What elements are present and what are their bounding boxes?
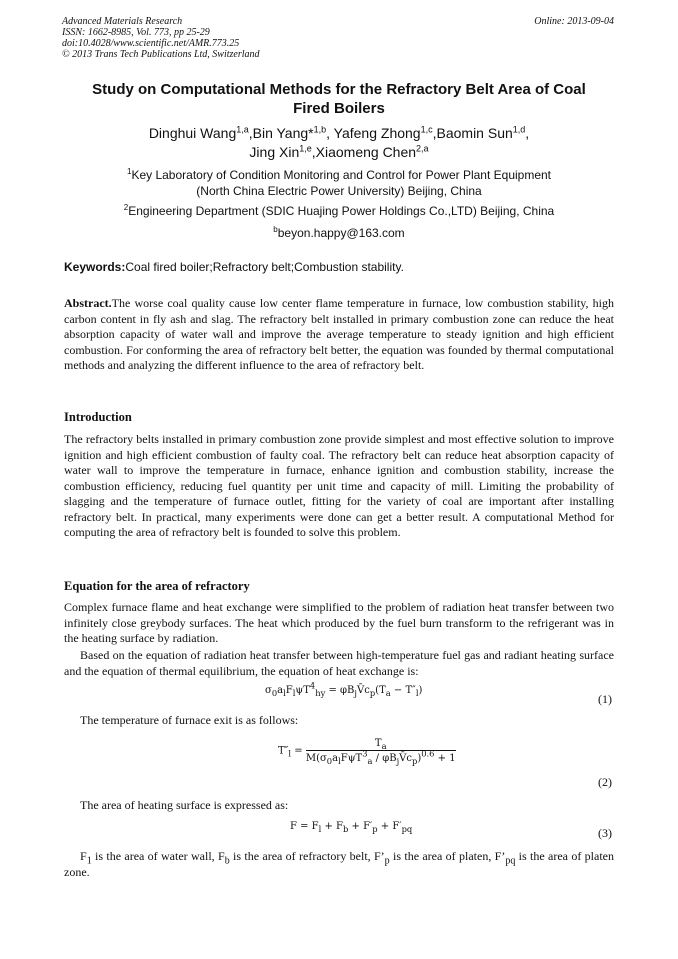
introduction-paragraph: The refractory belts installed in primary combustion zone provide simplest and most effective solution to improve ignition and high efficient combustion of faulty coal. The refractory belt can reduce heat absorption capacity of water wall to improve the temperature in furnace, enhance ignition and combustion stability, increase the combustion efficiency, reducing fuel quantity per unit time and capacity of mill. Limiting the probability of slagging and the temperature of furnace outlet, fitting for the variety of coal are important after installing refractory belt. In practical, many experiments were done can get a better result. A computational Method for computing the area of refractory belt is founded to solve this problem. [64, 432, 614, 539]
author: ,Bin Yang* [248, 125, 314, 141]
author: , Yafeng Zhong [326, 125, 421, 141]
journal-header [62, 16, 260, 60]
author: ,Baomin Sun [432, 125, 513, 141]
doi: doi:10.4028/www.scientific.net/AMR.773.25 [62, 38, 240, 49]
journal-name: Advanced Materials Research [62, 16, 183, 27]
email: $^b$beyon.happy@163.com [273, 225, 405, 240]
author: Jing Xin [249, 144, 300, 160]
keywords-label: Keywords: [64, 260, 126, 274]
author: Dinghui Wang [148, 125, 237, 141]
equation-2: $T''_l$ = $\frac{T_a}{M(\sigma_0a_lF\psi T^3_a / \varphi B_jV̄c_p)^{0.6} + 1}$ [278, 738, 456, 766]
equation-number: (2) [598, 775, 612, 789]
equation-number: (3) [598, 826, 612, 840]
paper-title: Study on Computational Methods for the Refractory Belt Area of Coal Fired Boilers [92, 81, 586, 117]
abstract: Abstract.The worse coal quality cause low center flame temperature in furnace, low combustion stability, high carbon content in fly ash and slag. The refractory belt installed in primary combustion zone can reduce the heat absorption capacity of water wall and improve the average temperature to steady ignition and high efficient combustion. For conforming the area of refractory belt better, the equation was founded by thermal computational methods and analyzing the different influence to the area of refractory belt. [64, 296, 614, 372]
paragraph: Complex furnace flame and heat exchange were simplified to the problem of radiation heat transfer between two infinitely close greybody surfaces. The heat which produced by the fuel burn transform to the refrigerant was in the heating surface by radiation. [64, 600, 614, 645]
paragraph: The area of heating surface is expressed as: [80, 798, 289, 812]
keywords: Keywords:Coal fired boiler;Refractory belt;Combustion stability. [64, 260, 404, 274]
issn: ISSN: 1662-8985, Vol. 773, pp 25-29 [62, 27, 210, 38]
section-heading-equation: Equation for the area of refractory [64, 579, 250, 593]
abstract-label: Abstract. [64, 296, 112, 310]
author-list: Dinghui Wang$^{1,a}$,Bin Yang*$^{1,b}$, Yafeng Zhong$^{1,c}$,Baomin Sun$^{1,d}$, Jing Xin$^{1,e}$,Xiaomeng Chen$^{2,a}$ [148, 124, 530, 160]
paragraph: $F_1$ is the area of water wall, $F_b$ is the area of refractory belt, $F’_p$ is the area of platen, $F’_{pq}$ is the area of platen zone. [64, 849, 614, 879]
affiliation-2: $^2$Engineering Department (SDIC Huajing Power Holdings Co.,LTD) Beijing, China [123, 203, 555, 218]
paragraph: Based on the equation of radiation heat transfer between high-temperature fuel gas and radiant heating surface and the equation of thermal equilibrium, the equation of heat exchange is: [64, 648, 614, 678]
equation-1: $\sigma_0a_lF_l\psi T^4_{hy}$ = $\varphi B_jV̄c_p(T_a - T''_l)$ [265, 680, 423, 698]
online-date: Online: 2013-09-04 [534, 16, 614, 27]
equation-3: $F = F_l + F_b + F'_p + F'_{pq}$ [290, 821, 413, 834]
copyright: © 2013 Trans Tech Publications Ltd, Switzerland [62, 49, 260, 60]
author: ,Xiaomeng Chen [311, 144, 417, 160]
paragraph: The temperature of furnace exit is as follows: [80, 713, 299, 727]
section-heading-introduction: Introduction [64, 410, 132, 424]
equation-number: (1) [598, 692, 612, 706]
affiliation-1: $^1$Key Laboratory of Condition Monitoring and Control for Power Plant Equipment (North China Electric Power University) Beijing, China [126, 167, 552, 198]
